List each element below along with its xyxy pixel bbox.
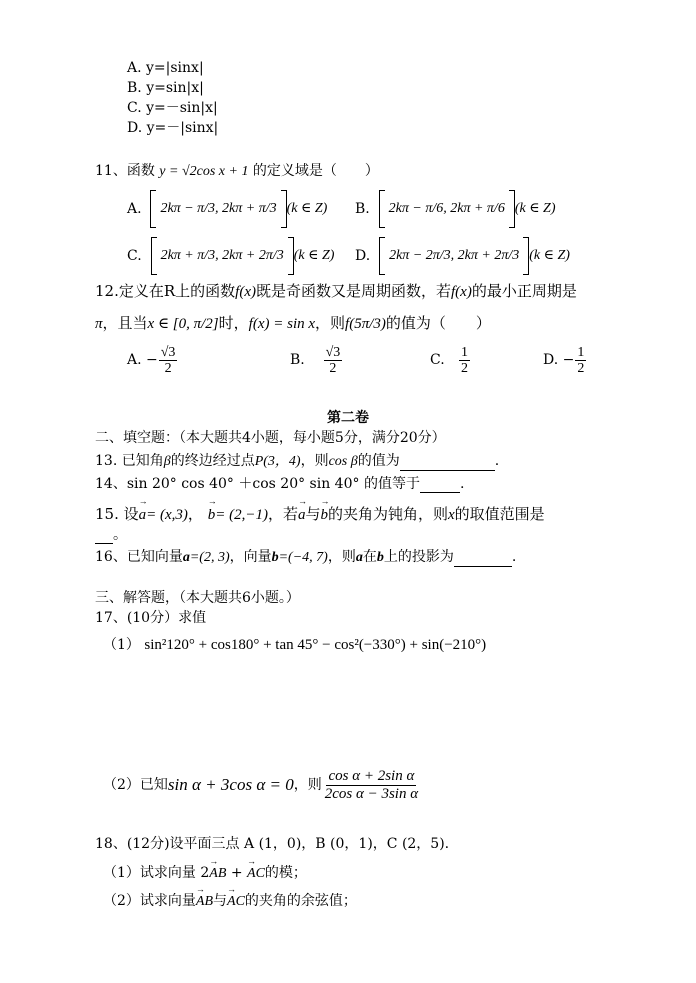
q18-part2: （2）试求向量→ AB与→ AC的夹角的余弦值； xyxy=(103,893,357,911)
q12-interval: x ∈ [0, π/2] xyxy=(147,316,219,332)
q15-blank-line: 。 xyxy=(95,527,127,544)
q11-stem xyxy=(95,163,379,181)
q12-option-a: A. − $\frac{√3}{2}$ xyxy=(127,345,176,377)
q10-option-b: B. y=sin|x| xyxy=(127,80,204,96)
q14: 14、sin 20° cos 40° ＋cos 20° sin 40° 的值等于 . xyxy=(95,476,465,492)
section3-heading: 三、解答题，（本大题共6小题。） xyxy=(95,590,300,606)
q18-heading: 18、(12分)设平面三点 A (1，0)，B (0，1)，C (2，5). xyxy=(95,836,450,852)
q10-option-d: D. y=－|sinx| xyxy=(127,120,219,136)
q11-option-b: B. 2kπ − π/6, 2kπ + π/6 (k ∈ Z) xyxy=(355,190,556,228)
q10-option-a: A. y=|sinx| xyxy=(127,60,204,76)
q11-tail: 的定义域是（ ） xyxy=(252,163,379,179)
q11-number: 11、函数 xyxy=(95,163,155,179)
q18-part1: （1）试求向量 2→ AB + → AC的模； xyxy=(103,865,307,883)
q17-part1: （1） sin²120° + cos180° + tan 45° − cos²(−330°) + sin(−210°) xyxy=(103,637,487,653)
q15: 15. 设→ a= (x,3)， → b= (2,−1)，若→ a与→ b的夹角为钝角，则x的取值范围是 xyxy=(95,505,545,524)
q14-answer-blank xyxy=(420,492,460,493)
q11-function: y = √2cos x + 1 xyxy=(159,164,249,179)
q17-part2: （2）已知 sin α + 3cos α = 0 ，则 $\frac{\text{cos α + 2sin α}}{\text{2cos α − 3sin α}}$ xyxy=(103,768,419,802)
q11-option-d: D. 2kπ − 2π/3, 2kπ + 2π/3 (k ∈ Z) xyxy=(355,237,570,275)
q15-answer-blank xyxy=(95,543,113,544)
q12-option-c: C. $\frac{1}{2}$ xyxy=(430,345,469,377)
q11-option-c: C. 2kπ + π/3, 2kπ + 2π/3 (k ∈ Z) xyxy=(127,237,334,275)
q16: 16、已知向量a=(2, 3)，向量b=(−4, 7)，则a在b上的投影为 . xyxy=(95,549,517,565)
part2-title: 第二卷 xyxy=(327,410,369,426)
section2-heading: 二、填空题：（本大题共4小题，每小题5分，满分20分） xyxy=(95,430,446,446)
q17-part1-expression: sin²120° + cos180° + tan 45° − cos²(−330°) + sin(−210°) xyxy=(144,637,487,653)
q12-line1: 12.定义在R上的函数f(x)既是奇函数又是周期函数，若f(x)的最小正周期是 xyxy=(95,282,577,300)
q17-heading: 17、(10分）求值 xyxy=(95,610,207,626)
q12-option-b: B. $\frac{√3}{2}$ xyxy=(290,345,341,377)
q13-answer-blank xyxy=(400,470,495,471)
q11-option-a: A. 2kπ − π/3, 2kπ + π/3 (k ∈ Z) xyxy=(127,190,327,228)
q10-option-c: C. y=－sin|x| xyxy=(127,100,218,116)
q11-a-lo: 2kπ − π/3 xyxy=(160,200,216,216)
q13: 13. 已知角β的终边经过点P(3，4)，则cos β的值为 . xyxy=(95,453,500,469)
q12-target: f(5π/3) xyxy=(345,316,386,332)
q11-a-hi: 2kπ + π/3 xyxy=(222,200,277,216)
q12-option-d: D. − $\frac{1}{2}$ xyxy=(543,345,585,377)
q12-line2: π，且当x ∈ [0, π/2]时，f(x) = sin x，则f(5π/3)的值为（ ） xyxy=(95,314,491,332)
q16-answer-blank xyxy=(454,566,512,567)
